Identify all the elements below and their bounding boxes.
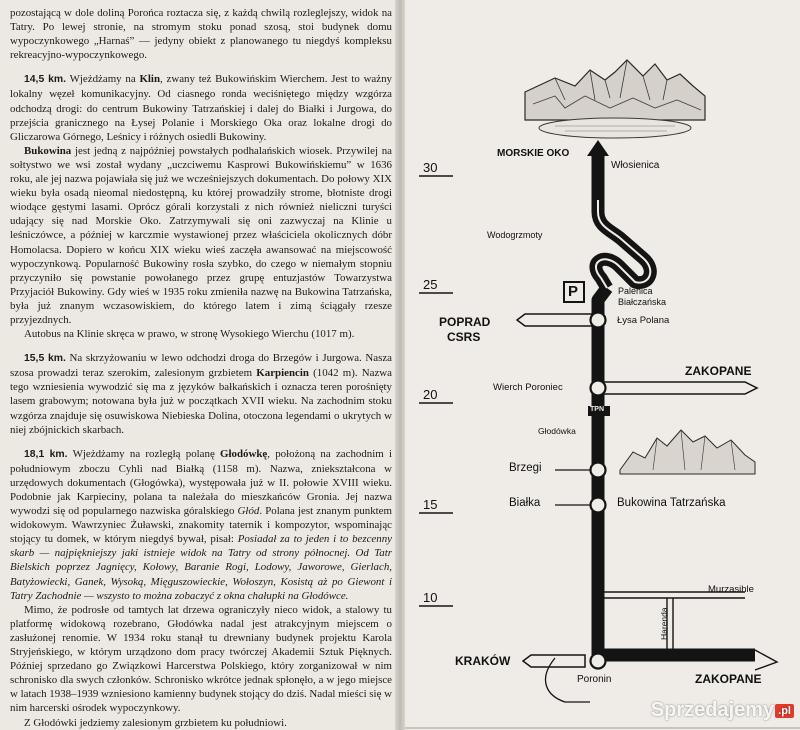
watermark-suffix: .pl [775,704,794,718]
paragraph-bukowina [10,144,392,327]
label-brzegi: Brzegi [509,462,542,474]
label-tpn: TPN [590,406,604,413]
place-name: Bukowina [24,144,72,157]
italic-name: Głód [237,505,260,518]
km-label: 20 [423,387,438,402]
text-column [10,6,392,730]
label-bukowina: Bukowina Tatrzańska [617,497,726,509]
label-morskie-oko: MORSKIE OKO [497,148,570,159]
road-network [517,140,777,702]
text: Wjeżdżamy na [66,73,140,86]
station-brzegi [591,463,606,478]
station-bukowina [591,498,606,513]
book-gutter [395,0,405,730]
label-csrs: CSRS [447,330,481,344]
text: Wjeżdżamy na rozległą polanę [67,447,221,460]
place-name: Karpiencin [256,367,309,380]
text: (1042 m). Nazwa tego wzniesienia wywodzić się ma z języków bałkańskich i oznacza teren porośnięty lasem grabowym; notowana była już w początkach XVII wieku. Na zachodnim stoku wzgórza znajduje się osuwiskowa Niebieska Dolina, otoczona legendami o ukrytych w niej zbójnickich skarbach. [10,367,392,436]
station-wierch-poroniec [591,381,606,396]
km-heading: 14,5 km. [24,74,67,86]
route-map [405,0,800,730]
label-lysa-polana: Łysa Polana [617,315,670,326]
label-poronin: Poronin [577,674,612,685]
parking-icon: P [568,283,579,300]
text: jest jedną z najpóźniej powstałych podhalańskich wiosek. Przywilej na sołtystwo we wsi został wydany „uczciwemu Kasprowi Bukowińskiemu” w 1636 roku, ale jej nazwa pojawiała się już we wcześniejszych dokumentach. Do połowy XIX wieku była osadą nieomal niedostępną, ku której prowadziły strome, błotniste drogi wiodące gęstymi lasami. Oprócz górali korzystali z nich również nieliczni turyści udający się nad Morskie Oko. Zatrzymywali się oni zazwyczaj na Klinie u leśniczówce, a później w karczmie wystawionej przez właściciela okolicznych dóbr Homolacsa. Dopiero w końcu XIX wieku wieś zaczęła awansować na miejscowość wypoczynkową. Popularność Bukowiny rosła szybko, do czego w niemałym stopniu przyczyniło się powstanie powołanego przez grupę entuzjastów Towarzystwa Przyjaciół Bukowiny. Gdy wieś w 1935 roku zmieniła nazwę na Bukowina Tatrzańska, była już znanym wczasowiskiem, do którego latem i zimą ściągały rzesze przyjezdnych. [10,144,392,326]
paragraph-km-18-1 [10,447,392,603]
label-palenica: Palenica Białczańska [618,286,667,307]
paragraph-km-15-5 [10,351,392,437]
km-heading: 18,1 km. [24,448,68,460]
station-poronin [591,654,606,669]
label-poprad: POPRAD [439,315,491,329]
label-harenda: Harenda [659,607,669,640]
place-name: Klin [139,73,161,86]
label-zakopane-bottom: ZAKOPANE [695,672,762,686]
mountains-glodowka-illustration [620,430,755,474]
paragraph-km-14-5 [10,72,392,143]
label-wierch-poroniec: Wierch Poroniec [493,382,563,393]
paragraph: Autobus na Klinie skręca w prawo, w stronę Wysokiego Wierchu (1017 m). [24,328,355,341]
text: . Polana jest znanym punktem widokowym. Wawrzyniec Żuławski, znakomity taternik i kompozytor, wspominając stojący tu domek, w którym niegdyś bywał, pisał: [10,505,392,546]
paragraph: Z Głodówki jedziemy zalesionym grzbietem ku południowi. [24,716,287,729]
watermark [651,699,794,722]
km-label: 30 [423,160,438,175]
label-glodowka: Głodówka [538,426,576,436]
place-name: Głodówkę [220,447,268,460]
label-krakow: KRAKÓW [455,654,511,668]
quote: Posiadał za to jeden i to bezcenny skarb — najpiękniejszy jaki istnieje widok na Tatry od strony północnej. Od Tatr Bielskich poprzez Jagnięcy, Kołowy, Baranie Rogi, Lodowy, Jaworowe, Gierlach, Batyżowiecki, Ganek, Wysoką, Mięguszowieckie, Wołoszyn, Kosistą aż po Giewont i Tatry Zachodnie — wszysto to można zobaczyć z okna chałupki na Głodówce. [10,533,392,602]
label-bialka: Białka [509,497,541,509]
watermark-text: Sprzedajemy [650,699,775,721]
km-label: 15 [423,497,438,512]
label-zakopane-top: ZAKOPANE [685,364,752,378]
label-wlosienica: Włosienica [611,160,660,171]
mountains-top-illustration [525,60,705,138]
left-page [0,0,398,730]
text: , położoną na zachodnim i południowym zboczu Cyhli nad Białką (1158 m). Nazwa, zniekształcona w urzędowych dokumentach (Głogówka), występowała już w II. połowie XVIII wieku. Podobnie jak Karpieciny, polana ta należała do mieszkańców Gronia. Jej nazwa wywodzi się od popularnego nazwiska góralskiego [10,447,393,518]
paragraph: pozostającą w dole doliną Porońca roztacza się, z każdą chwilą rozleglejszy, widok na Tatry. Po lewej stronie, na stromym stoku ponad szosą, stoi budynek domu wypoczynkowego „Harnaś” — jedyny obiekt z planowanego tu niegdyś kompleksu rekreacyjno-wypoczynkowego. [10,7,392,62]
km-label: 10 [423,590,438,605]
text: , zwany też Bukowińskim Wierchem. Jest to ważny lokalny węzeł komunikacyjny. Od ciasnego ronda weciśniętego między wzgórza odchodzą drogi: do centrum Bukowiny Tatrzańskiej i dalej do Białki i Jurgowa, do przejścia granicznego na Łysej Polanie i Morskiego Oka oraz lokalne drogi do Gliczarowa Górnego, Leśnicy i różnych osiedli Bukowiny. [10,73,392,143]
label-wodogrzmoty: Wodogrzmoty [487,230,543,240]
km-label: 25 [423,277,438,292]
station-lysa-polana [591,313,606,328]
paragraph: Mimo, że podrosłe od tamtych lat drzewa ograniczyły nieco widok, a stalowy tu platformę widokową rozebrano, Głodówka nadal jest atrakcyjnym miejscem o zasłużonej renomie. W 1934 roku stanął tu drewniany budynek projektu Karola Stryjeńskiego, w którym urządzono dom pracy twórczej Akademii Sztuk Pięknych. Później sprzedano go Związkowi Harcerstwa Polskiego, który zorganizował w nim schronisko dla swych członków. Schronisko wkrótce jednak spłonęło, a w jego miejsce w latach 1938–1939 wzniesiono kamienny budynek stojący do dziś. Nadal mieści się w nim harcerski ośrodek wypoczynkowy. [10,603,392,715]
text: Na skrzyżowaniu w lewo odchodzi droga do Brzegów i Jurgowa. Nasza szosa prowadzi teraz szerokim, zalesionym grzbietem [10,352,392,380]
label-murzasihle: Murzasihle [708,584,754,595]
km-heading: 15,5 km. [24,353,66,365]
